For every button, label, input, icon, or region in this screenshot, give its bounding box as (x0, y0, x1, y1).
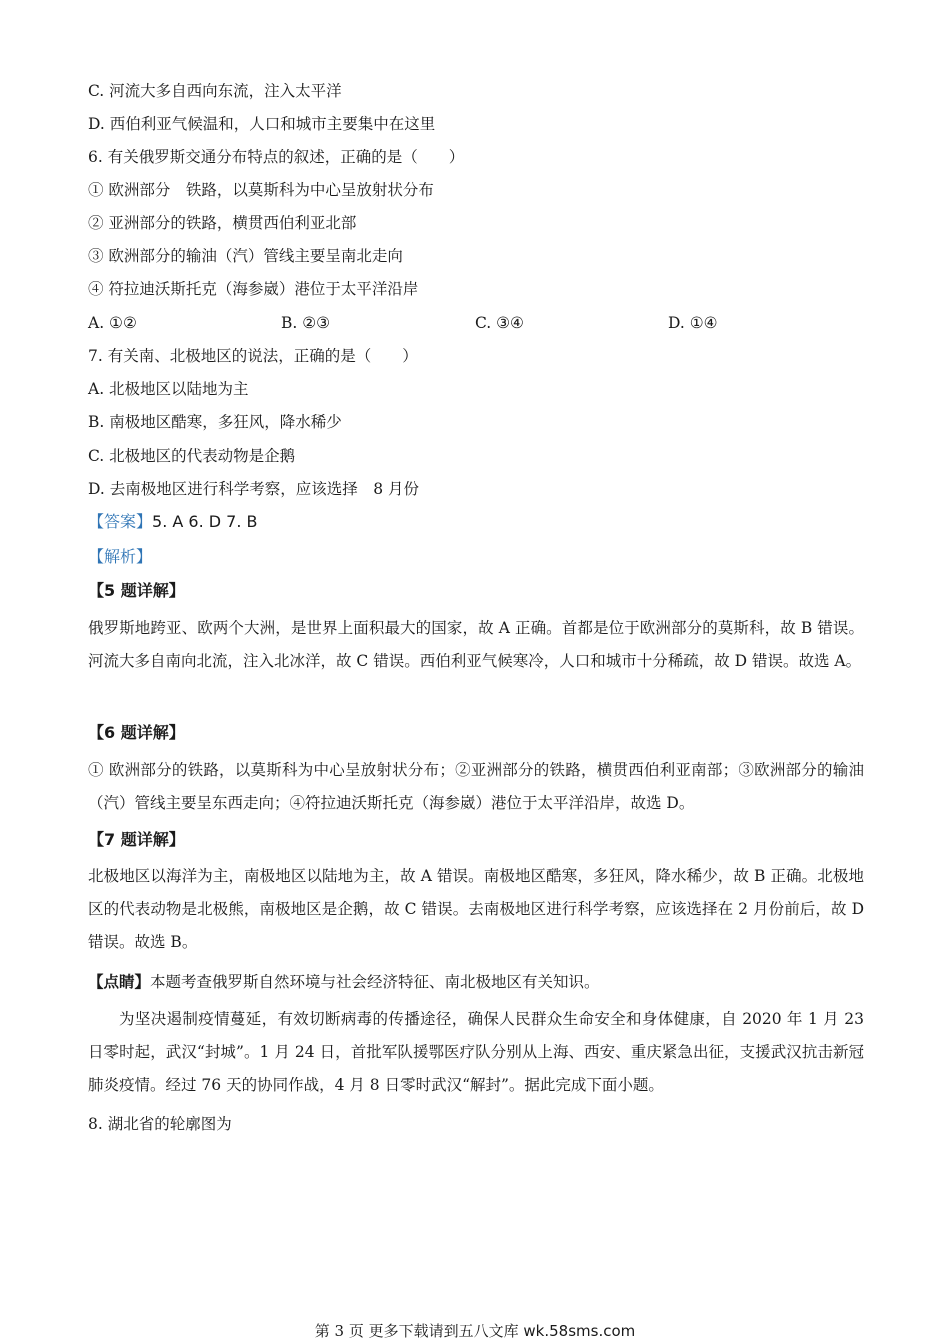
q6-item-4: ④ 符拉迪沃斯托克（海参崴）港位于太平洋沿岸 (88, 280, 419, 298)
q7-option-c: C. 北极地区的代表动物是企鹅 (88, 447, 296, 465)
q6-choice-c: C. ③④ (475, 314, 524, 332)
q5-option-d: D. 西伯利亚气候温和，人口和城市主要集中在这里 (88, 115, 436, 133)
analysis-label: 【解析】 (88, 547, 153, 566)
footer-page: 第 3 页 更多下载请到五八文库 (314, 1322, 519, 1340)
q6-item-2: ② 亚洲部分的铁路，横贯西伯利亚北部 (88, 214, 357, 232)
comment-line (88, 972, 864, 992)
page-footer (0, 1322, 950, 1340)
q7-option-a: A. 北极地区以陆地为主 (88, 380, 249, 398)
q7-stem: 7. 有关南、北极地区的说法，正确的是（ ） (88, 347, 418, 365)
detail6-label: 【6 题详解】 (88, 723, 185, 742)
detail5-label: 【5 题详解】 (88, 581, 185, 600)
q5-option-c: C. 河流大多自西向东流，注入太平洋 (88, 82, 342, 100)
detail7-label: 【7 题详解】 (88, 830, 185, 849)
q6-item-3: ③ 欧洲部分的输油（汽）管线主要呈南北走向 (88, 247, 403, 265)
answer-text: 5. A 6. D 7. B (152, 512, 258, 531)
q8-stem: 8. 湖北省的轮廓图为 (88, 1115, 232, 1133)
comment-label: 【点睛】 (88, 973, 151, 991)
q7-option-d: D. 去南极地区进行科学考察，应该选择 8 月份 (88, 480, 420, 498)
comment-text: 本题考查俄罗斯自然环境与社会经济特征、南北极地区有关知识。 (150, 973, 600, 991)
q6-choice-a: A. ①② (88, 314, 137, 332)
answer-label: 【答案】 (88, 512, 153, 531)
q7-option-b: B. 南极地区酷寒，多狂风，降水稀少 (88, 413, 342, 431)
footer-site-link[interactable]: wk.58sms.com (523, 1322, 636, 1340)
detail7-text: 北极地区以海洋为主，南极地区以陆地为主，故 A 错误。南极地区酷寒，多狂风，降水稀少，故 B 正确。北极地区的代表动物是北极熊，南极地区是企鹅，故 C 错误。去南极地区进行科学考察，应该选择在 2 月份前后，故 D 错误。故选 B。 (88, 867, 864, 951)
q6-stem: 6. 有关俄罗斯交通分布特点的叙述，正确的是（ ） (88, 148, 465, 166)
answer-line (88, 512, 864, 532)
detail5-text: 俄罗斯地跨亚、欧两个大洲，是世界上面积最大的国家，故 A 正确。首都是位于欧洲部分的莫斯科，故 B 错误。河流大多自南向北流，注入北冰洋，故 C 错误。西伯利亚气候寒冷，人口和城市十分稀疏，故 D 错误。故选 A。 (88, 619, 864, 670)
q6-choice-d: D. ①④ (668, 314, 718, 332)
passage: 为坚决遏制疫情蔓延，有效切断病毒的传播途径，确保人民群众生命安全和身体健康，自 2020 年 1 月 23 日零时起，武汉“封城”。1 月 24 日，首批军队援鄂医疗队分别从上海、西安、重庆紧急出征，支援武汉抗击新冠肺炎疫情。经过 76 天的协同作战，4 月 8 日零时武汉“解封”。据此完成下面小题。 (88, 1010, 864, 1094)
detail6-text: ① 欧洲部分的铁路，以莫斯科为中心呈放射状分布；②亚洲部分的铁路，横贯西伯利亚南部；③欧洲部分的输油（汽）管线主要呈东西走向；④符拉迪沃斯托克（海参崴）港位于太平洋沿岸，故选 D。 (88, 761, 864, 812)
q6-item-1: ① 欧洲部分 铁路，以莫斯科为中心呈放射状分布 (88, 181, 434, 199)
q6-choice-b: B. ②③ (281, 314, 331, 332)
